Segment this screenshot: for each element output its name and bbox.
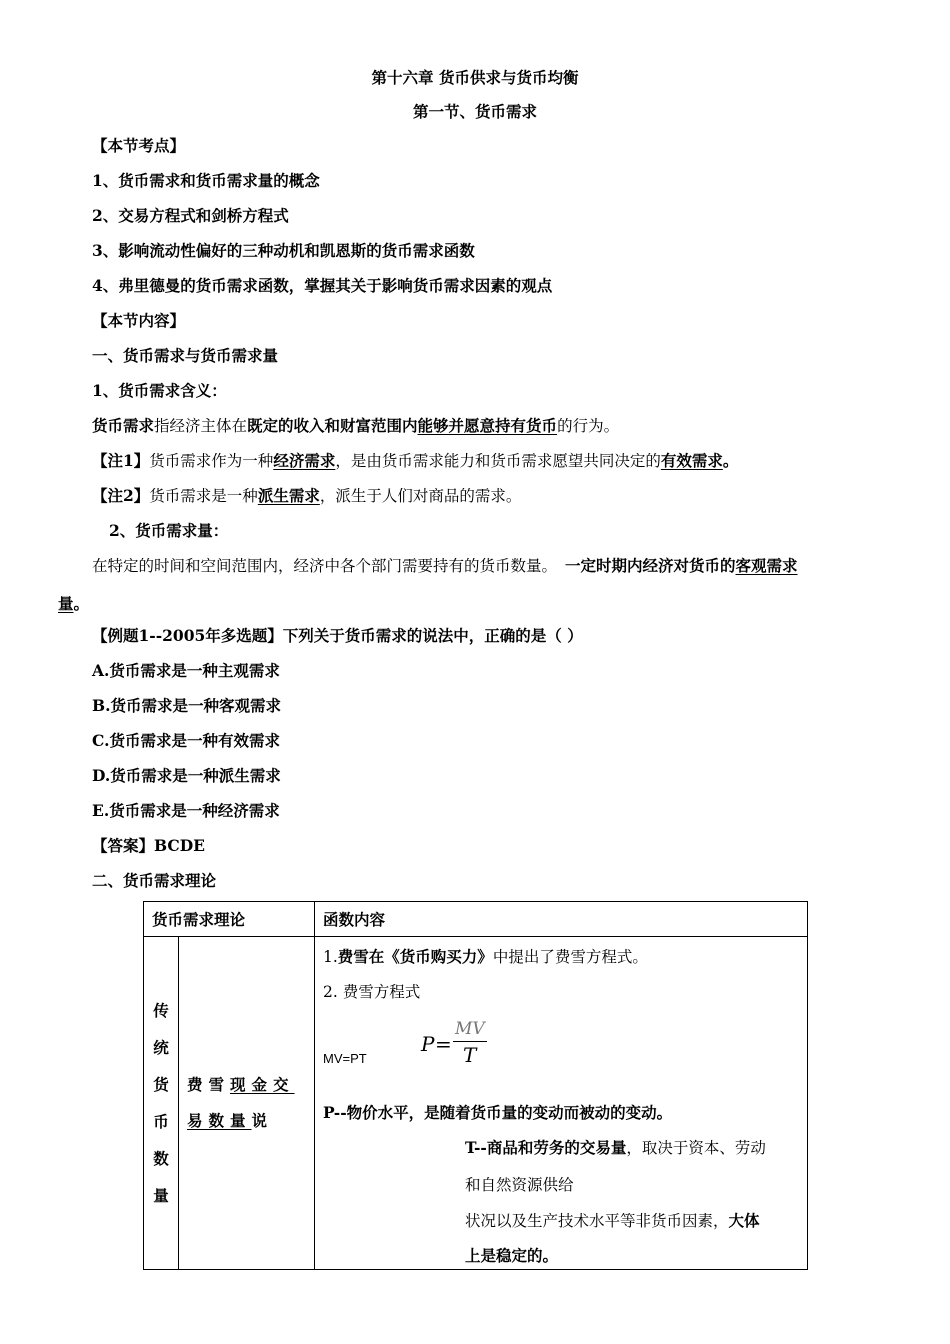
note2-underlined: 派生需求: [257, 486, 320, 505]
note2-label: 【注2】: [92, 486, 150, 505]
t-definition-text: 状况以及生产技术水平等非货币因素，: [465, 1212, 729, 1230]
t-definition-emphasis: 大体: [728, 1211, 760, 1230]
content-line-2: 2. 费雪方程式: [323, 983, 421, 1001]
quantity-def-underlined: 客观需求: [735, 556, 798, 575]
key-points-heading: 【本节考点】: [92, 136, 186, 155]
chapter-title: 第十六章 货币供求与货币均衡: [371, 68, 579, 87]
note1-text: 。: [722, 451, 739, 470]
definition-line: [92, 416, 619, 436]
table-header-row: [144, 902, 808, 937]
note1-text: 货币需求作为一种: [149, 452, 274, 470]
fraction-bar: [453, 1041, 487, 1042]
section-title: 第一节、货币需求: [412, 102, 537, 121]
group-label: [144, 937, 179, 1270]
theory-name-underlined: 现金交易数量: [187, 1075, 295, 1130]
t-definition-emphasis: T--商品和劳务的交易量: [465, 1138, 627, 1157]
formula-equals: =: [435, 1032, 452, 1056]
note1-underlined: 经济需求: [273, 451, 336, 470]
example-option: A.货币需求是一种主观需求: [92, 661, 280, 680]
theory-name-part: 说: [251, 1111, 274, 1130]
definition-term: 货币需求: [92, 416, 155, 435]
definition-underlined: 能够并愿意持有货币: [417, 416, 558, 435]
example-option: B.货币需求是一种客观需求: [92, 696, 281, 715]
formula-denominator: T: [463, 1043, 477, 1067]
group-label-char: 量: [153, 1186, 169, 1205]
quantity-def-emphasis: 一定时期内经济对货币的: [565, 556, 736, 575]
key-point: 3、影响流动性偏好的三种动机和凯恩斯的货币需求函数: [92, 241, 475, 260]
key-point: 4、弗里德曼的货币需求函数，掌握其关于影响货币需求因素的观点: [92, 276, 553, 295]
t-definition-text: ，取决于资本、劳动: [626, 1139, 766, 1157]
group-label-char: 传: [153, 1001, 169, 1020]
content-text: 中提出了费雪方程式。: [492, 948, 648, 966]
note1-text: ，是由货币需求能力和货币需求愿望共同决定的: [335, 452, 661, 470]
quantity-def-wrap: [58, 594, 89, 614]
note2-text: 货币需求是一种: [149, 487, 258, 505]
table-header-content: 函数内容: [315, 902, 808, 937]
example-question: 【例题1--2005年多选题】下列关于货币需求的说法中，正确的是（ ）: [92, 626, 583, 645]
definition-text: 指经济主体在: [154, 417, 248, 435]
t-definition-4: 上是稳定的。: [465, 1246, 559, 1265]
theory-table: [143, 901, 808, 1270]
group-label-char: 币: [153, 1112, 169, 1131]
definition-text: 的行为。: [557, 417, 620, 435]
note1-underlined: 有效需求: [660, 451, 723, 470]
formula-numerator: MV: [455, 1019, 485, 1039]
mv-pt-equation: MV=PT: [323, 1051, 367, 1066]
key-point: 2、交易方程式和剑桥方程式: [92, 206, 289, 225]
item1-heading: 1、货币需求含义：: [92, 381, 227, 400]
content-line-1: [323, 947, 648, 967]
quantity-def-line: [92, 556, 798, 576]
theory-name-part: 费雪: [187, 1075, 231, 1094]
formula-p: P: [421, 1032, 435, 1056]
t-definition-1: [465, 1138, 766, 1158]
group-label-char: 数: [153, 1149, 169, 1168]
note2-line: [92, 486, 521, 506]
part1-heading: 一、货币需求与货币需求量: [92, 346, 279, 365]
p-definition: P--物价水平，是随着货币量的变动而被动的变动。: [323, 1103, 673, 1122]
table-header-theory: 货币需求理论: [144, 902, 315, 937]
theory-name: [179, 937, 315, 1270]
key-point: 1、货币需求和货币需求量的概念: [92, 171, 320, 190]
content-number: 1.: [323, 948, 338, 966]
note1-label: 【注1】: [92, 451, 150, 470]
note1-line: [92, 451, 738, 471]
quantity-def-underlined: 量: [58, 594, 74, 613]
group-label-char: 货: [153, 1075, 169, 1094]
example-answer: 【答案】BCDE: [92, 836, 205, 855]
part2-heading: 二、货币需求理论: [92, 871, 217, 890]
item2-heading: 2、货币需求量：: [109, 521, 229, 540]
t-definition-2: 和自然资源供给: [465, 1176, 574, 1194]
example-option: D.货币需求是一种派生需求: [92, 766, 281, 785]
example-option: C.货币需求是一种有效需求: [92, 731, 280, 750]
quantity-def-text: 。: [73, 594, 90, 613]
content-emphasis: 费雪在《货币购买力》: [337, 947, 493, 966]
quantity-def-text: 在特定的时间和空间范围内，经济中各个部门需要持有的货币数量。: [92, 557, 558, 575]
t-definition-3: [465, 1211, 760, 1231]
definition-emphasis: 既定的收入和财富范围内: [247, 416, 418, 435]
note2-text: ，派生于人们对商品的需求。: [319, 487, 522, 505]
group-label-char: 统: [153, 1038, 169, 1057]
table-row: [144, 937, 808, 1270]
example-option: E.货币需求是一种经济需求: [92, 801, 280, 820]
theory-content: [315, 937, 808, 1270]
content-heading: 【本节内容】: [92, 311, 186, 330]
